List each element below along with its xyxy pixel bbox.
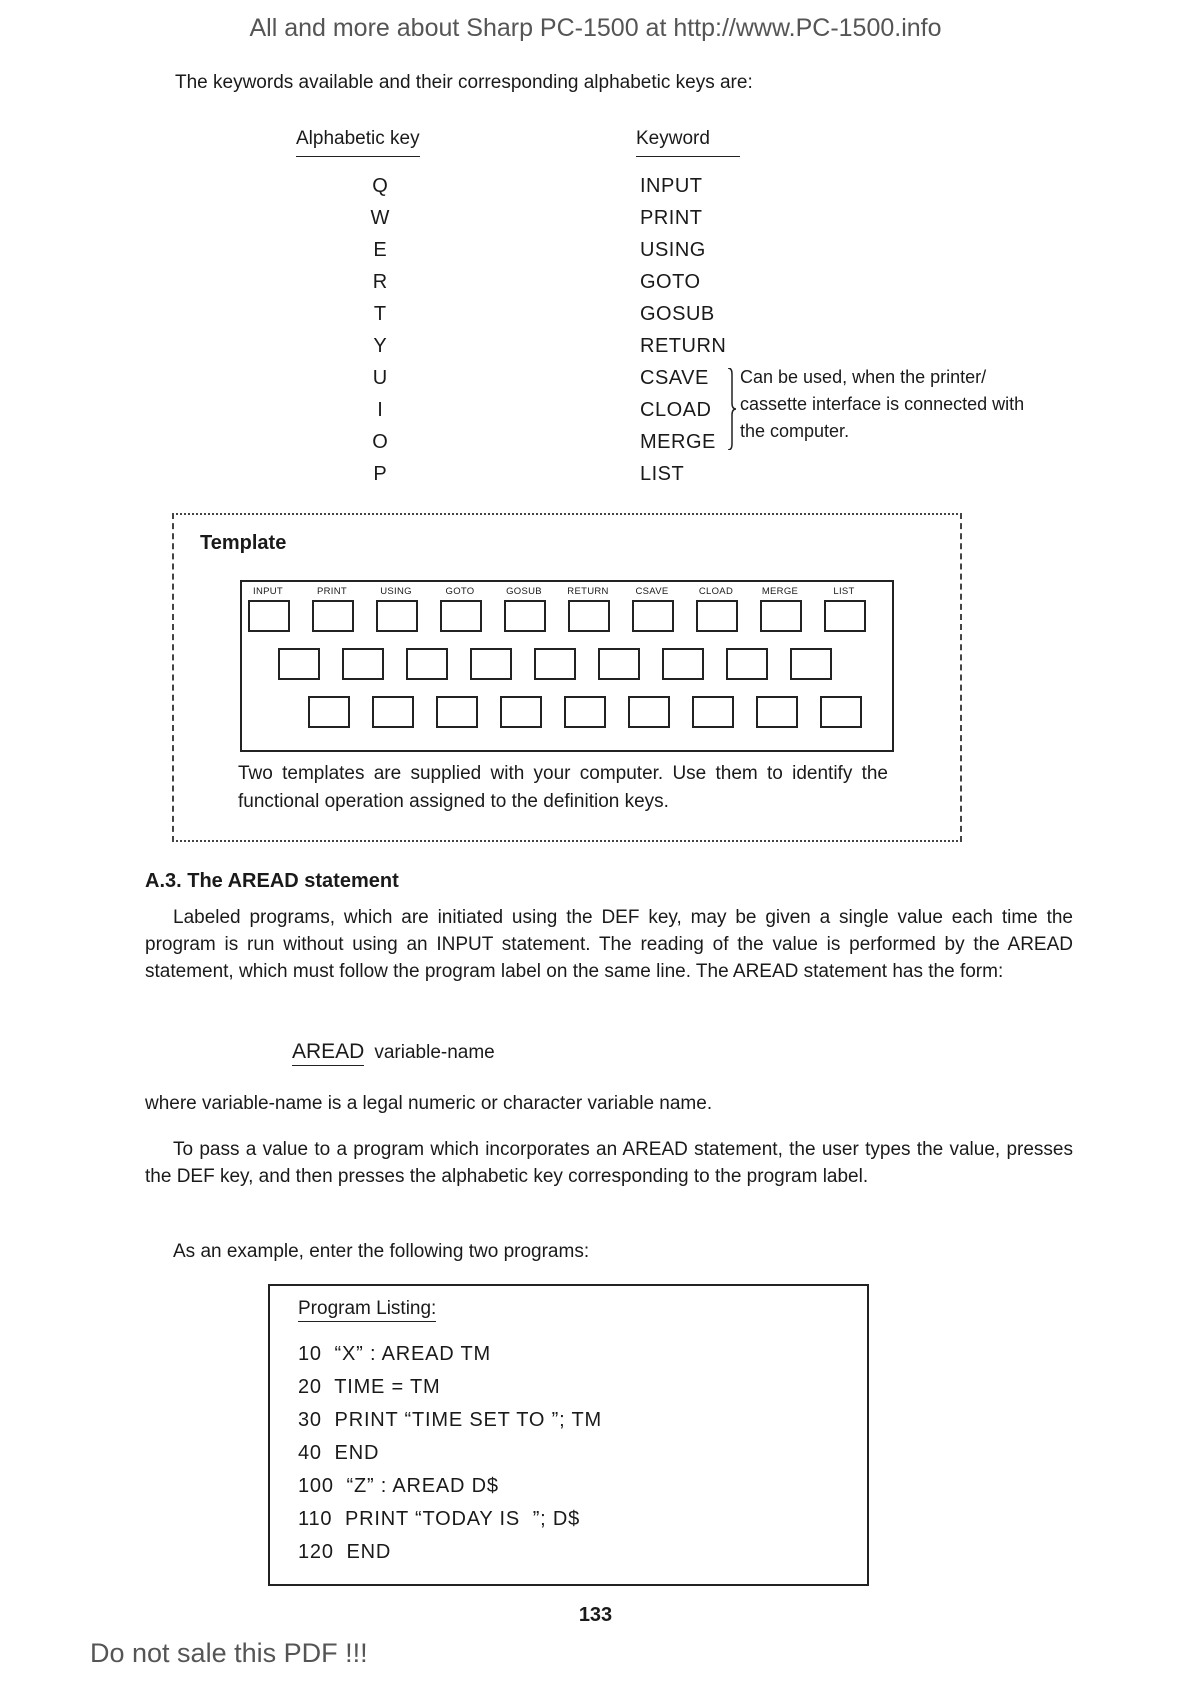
table-cell-keyword: USING <box>640 239 706 261</box>
column-header-key: Alphabetic key <box>296 128 420 157</box>
template-key <box>662 648 704 680</box>
template-key <box>342 648 384 680</box>
table-cell-key: I <box>377 399 383 421</box>
template-key <box>790 648 832 680</box>
listing-line: 40 END <box>298 1442 380 1464</box>
table-cell-key: E <box>373 239 387 261</box>
table-cell-key: P <box>373 463 387 485</box>
template-key-label: CSAVE <box>635 586 669 597</box>
intro-text: The keywords available and their corresponding alphabetic keys are: <box>175 72 753 93</box>
paragraph: To pass a value to a program which incorporates an AREAD statement, the user types the value, presses the DEF key, and then presses the alphabetic key corresponding to the program label. <box>145 1139 1073 1187</box>
template-key <box>500 696 542 728</box>
paragraph: Labeled programs, which are initiated using the DEF key, may be given a single value each time the program is run without using an INPUT statement. The reading of the value is performed by the AREAD statement, which must follow the program label on the same line. The AREAD statement has the form: <box>145 907 1073 982</box>
template-key-label: GOSUB <box>506 586 542 597</box>
table-cell-key: T <box>373 303 387 325</box>
aread-argument: variable-name <box>374 1042 495 1063</box>
table-cell-keyword: CLOAD <box>640 399 712 421</box>
template-key <box>440 600 482 632</box>
table-cell-key: Y <box>373 335 387 357</box>
page-header: All and more about Sharp PC-1500 at http://www.PC-1500.info <box>249 14 942 42</box>
table-cell-keyword: GOTO <box>640 271 701 293</box>
template-title: Template <box>200 532 287 554</box>
template-key <box>632 600 674 632</box>
table-cell-keyword: RETURN <box>640 335 727 357</box>
listing-line: 100 “Z” : AREAD D$ <box>298 1475 499 1497</box>
template-key <box>504 600 546 632</box>
template-key-label: RETURN <box>567 586 609 597</box>
template-key-label: LIST <box>833 586 855 597</box>
listing-line: 30 PRINT “TIME SET TO ”; TM <box>298 1409 602 1431</box>
interface-note: Can be used, when the printer/ cassette interface is connected with the computer. <box>740 367 1025 441</box>
table-cell-key: Q <box>372 175 388 197</box>
right-brace-icon <box>726 368 736 450</box>
template-keyboard <box>240 580 894 752</box>
template-key <box>470 648 512 680</box>
template-key <box>312 600 354 632</box>
template-key <box>760 600 802 632</box>
table-cell-key: U <box>372 367 388 389</box>
listing-line: 10 “X” : AREAD TM <box>298 1343 491 1365</box>
template-key-label: USING <box>380 586 412 597</box>
column-header-keyword: Keyword <box>636 128 740 157</box>
template-key <box>628 696 670 728</box>
template-key <box>278 648 320 680</box>
template-key <box>564 696 606 728</box>
table-cell-keyword: INPUT <box>640 175 703 197</box>
template-key <box>376 600 418 632</box>
listing-line: 120 END <box>298 1541 392 1563</box>
template-key <box>248 600 290 632</box>
page-number: 133 <box>578 1604 613 1626</box>
table-cell-keyword: CSAVE <box>640 367 709 389</box>
section-title: A.3. The AREAD statement <box>145 870 399 892</box>
template-key <box>568 600 610 632</box>
paragraph: As an example, enter the following two programs: <box>173 1241 590 1262</box>
template-key <box>308 696 350 728</box>
table-cell-keyword: MERGE <box>640 431 716 453</box>
template-key-label: MERGE <box>761 586 799 597</box>
aread-form <box>292 1040 495 1064</box>
listing-line: 20 TIME = TM <box>298 1376 441 1398</box>
template-key <box>598 648 640 680</box>
listing-line: 110 PRINT “TODAY IS ”; D$ <box>298 1508 581 1530</box>
template-key <box>726 648 768 680</box>
table-cell-key: R <box>372 271 388 293</box>
template-description: Two templates are supplied with your computer. Use them to identify the functional operation assigned to the definition keys. <box>238 763 888 812</box>
paragraph: where variable-name is a legal numeric or character variable name. <box>145 1093 713 1114</box>
table-cell-keyword: GOSUB <box>640 303 715 325</box>
template-key-label: PRINT <box>317 586 347 597</box>
template-key <box>696 600 738 632</box>
table-cell-key: O <box>372 431 388 453</box>
template-key <box>406 648 448 680</box>
page-footer: Do not sale this PDF !!! <box>90 1638 368 1668</box>
template-key <box>534 648 576 680</box>
template-key <box>436 696 478 728</box>
table-cell-key: W <box>370 207 390 229</box>
template-key <box>824 600 866 632</box>
template-key <box>756 696 798 728</box>
aread-keyword: AREAD <box>292 1040 364 1066</box>
template-key <box>820 696 862 728</box>
table-cell-keyword: LIST <box>640 463 685 485</box>
template-key-label: CLOAD <box>698 586 734 597</box>
program-listing-title: Program Listing: <box>298 1298 436 1322</box>
table-cell-keyword: PRINT <box>640 207 703 229</box>
template-key-label: INPUT <box>253 586 283 597</box>
template-key <box>692 696 734 728</box>
template-key-label: GOTO <box>445 586 475 597</box>
template-key <box>372 696 414 728</box>
